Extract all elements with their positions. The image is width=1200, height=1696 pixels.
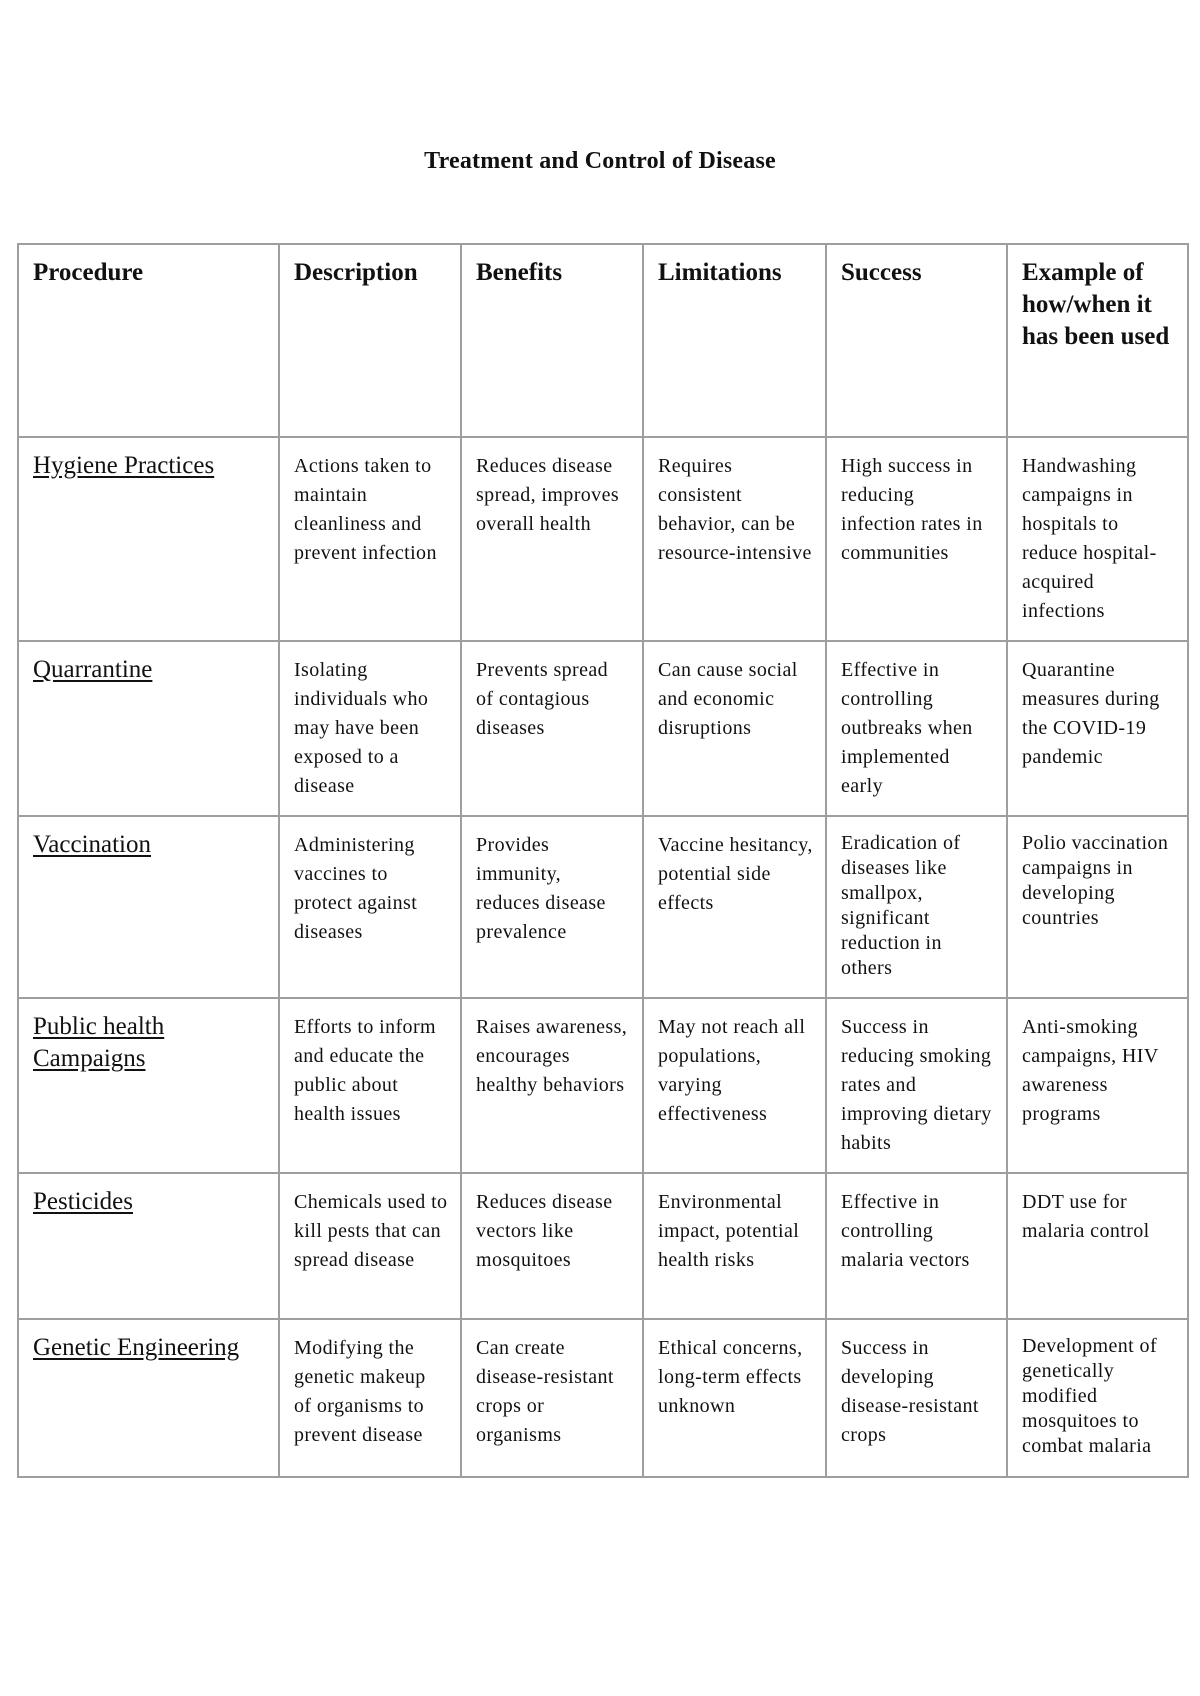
example-text: Development of genetically modified mosquitoes to combat malaria	[1022, 1335, 1158, 1457]
procedure-name: Hygiene Practices	[33, 452, 215, 479]
header-description: Description	[294, 259, 418, 286]
table-cell	[18, 641, 279, 816]
success-text: Eradication of diseases like smallpox, significant reduction in others	[841, 832, 961, 979]
table-cell	[826, 1319, 1007, 1477]
table-cell	[643, 1173, 826, 1319]
table-row	[18, 816, 1188, 998]
header-row	[18, 244, 1188, 437]
table-cell	[279, 641, 461, 816]
header-cell	[826, 244, 1007, 437]
procedure-name: Public health Campaigns	[33, 1013, 165, 1072]
limitations-text: Ethical concerns, long-term effects unknown	[658, 1337, 803, 1417]
benefits-text: Provides immunity, reduces disease prevalence	[476, 834, 606, 943]
example-text: DDT use for malaria control	[1022, 1191, 1150, 1242]
limitations-text: Can cause social and economic disruptions	[658, 659, 798, 739]
description-text: Isolating individuals who may have been exposed to a disease	[294, 659, 429, 797]
table-cell	[18, 1173, 279, 1319]
benefits-text: Can create disease-resistant crops or organisms	[476, 1337, 614, 1446]
table-cell	[461, 1173, 643, 1319]
table-cell	[826, 1173, 1007, 1319]
table-cell	[461, 641, 643, 816]
table-cell	[643, 437, 826, 641]
document-title: Treatment and Control of Disease	[424, 148, 776, 174]
description-text: Actions taken to maintain cleanliness and prevent infection	[294, 455, 437, 564]
benefits-text: Reduces disease spread, improves overall health	[476, 455, 620, 535]
header-cell	[461, 244, 643, 437]
table-row	[18, 641, 1188, 816]
table-cell	[18, 437, 279, 641]
table-row	[18, 998, 1188, 1173]
header-cell	[1007, 244, 1188, 437]
table-cell	[461, 437, 643, 641]
header-example: Example of how/when it has been used	[1022, 259, 1170, 350]
table-cell	[826, 998, 1007, 1173]
table-cell	[826, 641, 1007, 816]
limitations-text: Environmental impact, potential health risks	[658, 1191, 800, 1271]
table-cell	[279, 437, 461, 641]
table-cell	[279, 1319, 461, 1477]
table-cell	[643, 1319, 826, 1477]
benefits-text: Prevents spread of contagious diseases	[476, 659, 609, 739]
table-cell	[826, 437, 1007, 641]
table-cell	[461, 998, 643, 1173]
header-cell	[643, 244, 826, 437]
table-cell	[461, 1319, 643, 1477]
procedure-name: Genetic Engineering	[33, 1334, 240, 1361]
description-text: Administering vaccines to protect against diseases	[294, 834, 418, 943]
table-cell	[461, 816, 643, 998]
table-cell	[18, 1319, 279, 1477]
success-text: High success in reducing infection rates in communities	[841, 455, 983, 564]
header-procedure: Procedure	[33, 259, 144, 286]
table-cell	[279, 998, 461, 1173]
table-row	[18, 437, 1188, 641]
header-limitations: Limitations	[658, 259, 782, 286]
table-cell	[1007, 1173, 1188, 1319]
table-cell	[18, 816, 279, 998]
header-cell	[18, 244, 279, 437]
procedure-name: Vaccination	[33, 831, 152, 858]
table-cell	[279, 816, 461, 998]
description-text: Chemicals used to kill pests that can spread disease	[294, 1191, 448, 1271]
example-text: Handwashing campaigns in hospitals to reduce hospital-acquired infections	[1022, 455, 1157, 622]
success-text: Effective in controlling malaria vectors	[841, 1191, 970, 1271]
description-text: Modifying the genetic makeup of organisms to prevent disease	[294, 1337, 426, 1446]
description-text: Efforts to inform and educate the public about health issues	[294, 1016, 436, 1125]
table-cell	[1007, 437, 1188, 641]
procedure-name: Pesticides	[33, 1188, 133, 1215]
table-cell	[1007, 816, 1188, 998]
benefits-text: Reduces disease vectors like mosquitoes	[476, 1191, 613, 1271]
header-cell	[279, 244, 461, 437]
table-cell	[1007, 1319, 1188, 1477]
limitations-text: Vaccine hesitancy, potential side effects	[658, 834, 813, 914]
example-text: Anti-smoking campaigns, HIV awareness programs	[1022, 1016, 1159, 1125]
benefits-text: Raises awareness, encourages healthy behaviors	[476, 1016, 628, 1096]
table-row	[18, 1173, 1188, 1319]
table-cell	[826, 816, 1007, 998]
treatment-table	[17, 243, 1189, 1478]
procedure-name: Quarrantine	[33, 656, 153, 683]
example-text: Quarantine measures during the COVID-19 pandemic	[1022, 659, 1160, 768]
header-success: Success	[841, 259, 922, 286]
table-row	[18, 1319, 1188, 1477]
limitations-text: May not reach all populations, varying effectiveness	[658, 1016, 806, 1125]
table-cell	[643, 641, 826, 816]
table-cell	[18, 998, 279, 1173]
table-cell	[1007, 641, 1188, 816]
limitations-text: Requires consistent behavior, can be resource-intensive	[658, 455, 812, 564]
table-cell	[643, 998, 826, 1173]
table-cell	[1007, 998, 1188, 1173]
success-text: Effective in controlling outbreaks when implemented early	[841, 659, 973, 797]
example-text: Polio vaccination campaigns in developing countries	[1022, 832, 1169, 929]
success-text: Success in developing disease-resistant crops	[841, 1337, 979, 1446]
table-cell	[643, 816, 826, 998]
success-text: Success in reducing smoking rates and improving dietary habits	[841, 1016, 992, 1154]
table-cell	[279, 1173, 461, 1319]
header-benefits: Benefits	[476, 259, 563, 286]
